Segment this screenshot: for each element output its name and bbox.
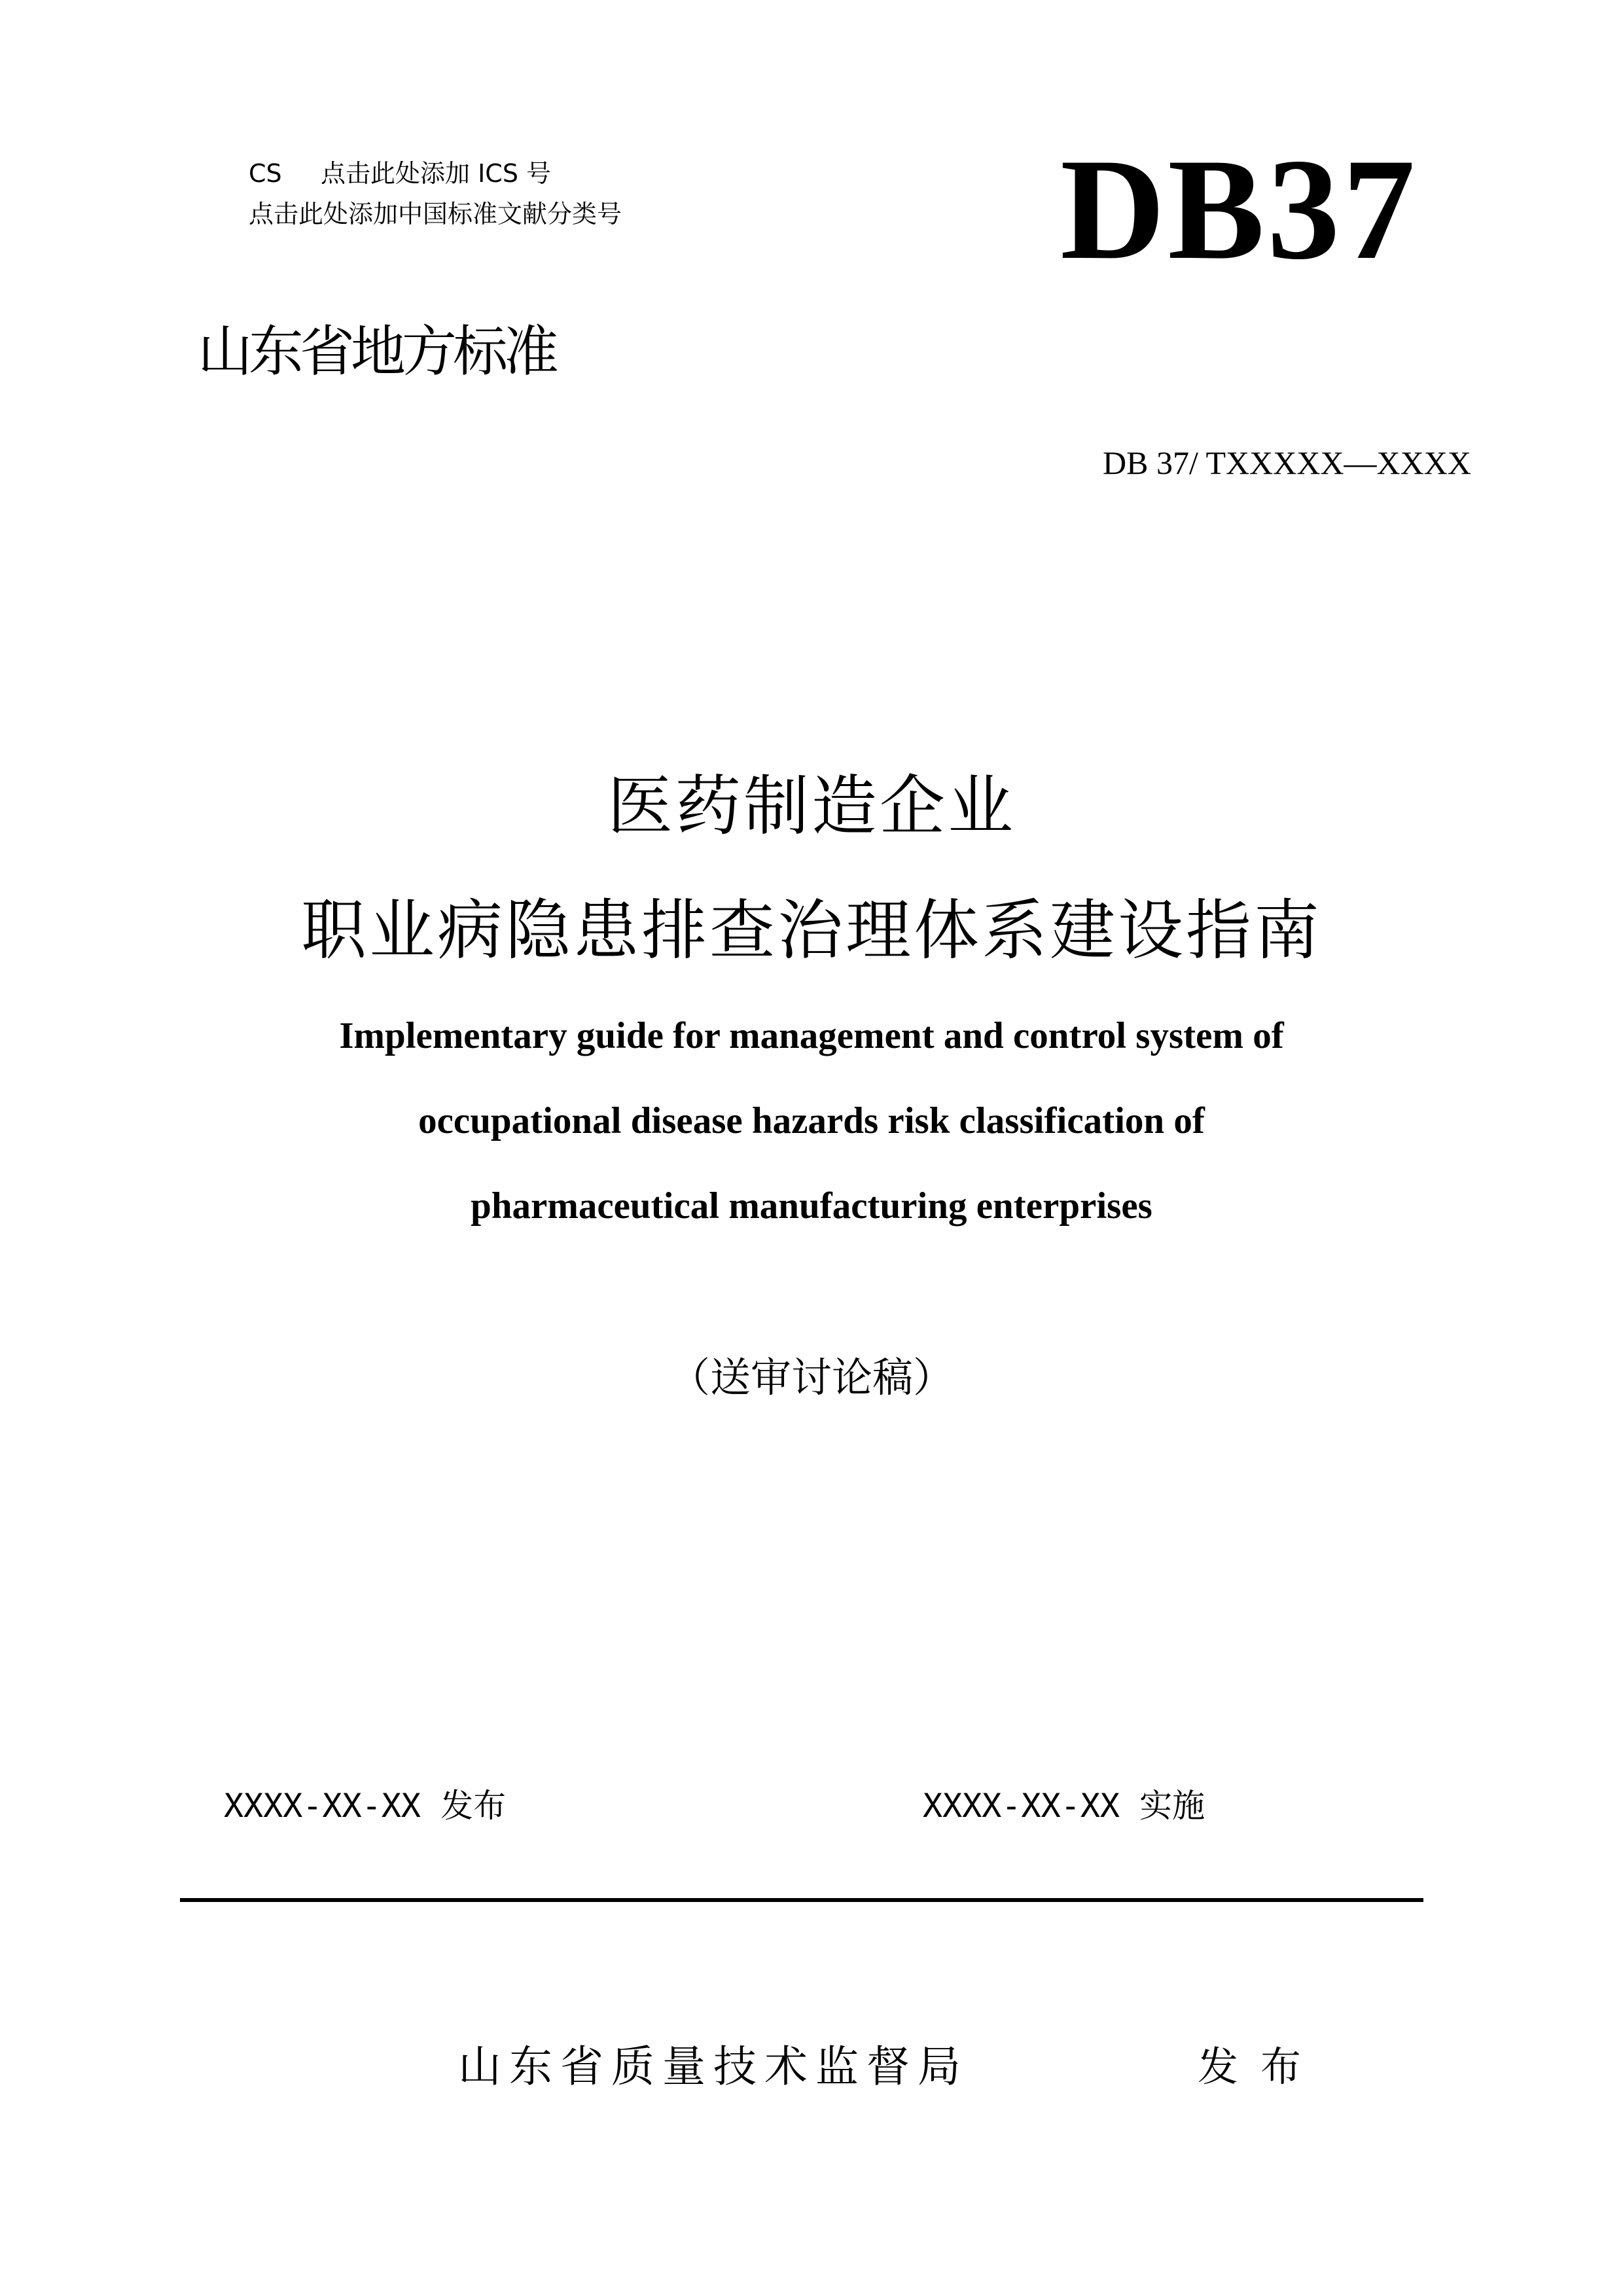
implement-label: 实施 — [1139, 1787, 1205, 1825]
title-cn-line2: 职业病隐患排查治理体系建设指南 — [301, 892, 1322, 969]
db37-logo: DB37 — [1060, 129, 1418, 290]
issuer-action: 发布 — [1198, 2043, 1324, 2090]
publish-date-line — [224, 1785, 506, 1827]
issuer-name: 山东省质量技术监督局 — [458, 2041, 969, 2092]
title-cn-line1: 医药制造企业 — [607, 768, 1016, 844]
draft-status: （送审讨论稿） — [669, 1354, 954, 1401]
title-en-line1: Implementary guide for management and control system of — [339, 1015, 1284, 1056]
implement-date-line — [923, 1785, 1205, 1827]
divider-line — [180, 1898, 1423, 1902]
publish-date: XXXX-XX-XX — [224, 1787, 421, 1825]
title-en-line2: occupational disease hazards risk classification of — [418, 1100, 1205, 1141]
ics-prefix: CS — [249, 159, 282, 188]
title-en-line3: pharmaceutical manufacturing enterprises — [471, 1185, 1152, 1227]
ics-placeholder[interactable]: 点击此处添加 ICS 号 — [321, 159, 552, 188]
ccs-placeholder[interactable]: 点击此处添加中国标准文献分类号 — [249, 200, 622, 228]
standard-type-heading: 山东省地方标准 — [198, 319, 556, 384]
publish-label: 发布 — [440, 1787, 507, 1825]
ics-code-line — [249, 156, 551, 191]
standard-number: DB 37/ TXXXXX—XXXX — [1103, 444, 1471, 481]
implement-date: XXXX-XX-XX — [923, 1787, 1120, 1825]
